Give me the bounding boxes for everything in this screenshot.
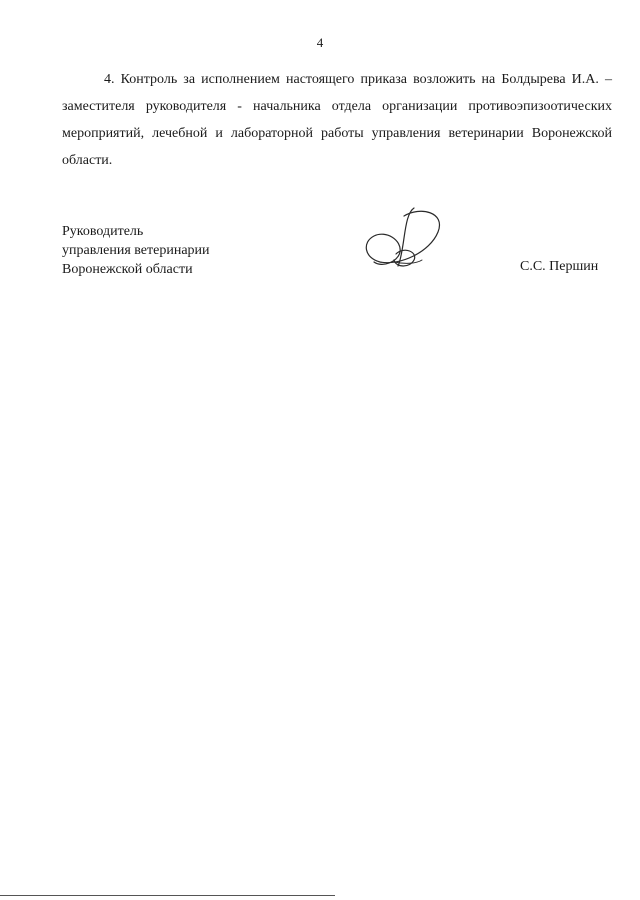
paragraph-4: 4. Контроль за исполнением настоящего приказа возложить на Болдырева И.А. – заместителя руководителя - начальника отдела организации противоэпизоотических мероприятий, лечебной и лабораторной работы управления ветеринарии Воронежской области. — [62, 72, 612, 168]
signer-name: С.С. Першин — [520, 259, 599, 274]
scan-edge-line — [0, 895, 335, 896]
signatory-title — [62, 222, 210, 279]
handwritten-signature — [360, 202, 450, 277]
page-number: 4 — [316, 35, 324, 50]
order-body — [62, 66, 612, 174]
signatory-title-line-1: Руководитель — [62, 224, 144, 239]
signatory-title-line-2: управления ветеринарии — [62, 243, 210, 258]
signatory-title-line-3: Воронежской области — [62, 262, 193, 277]
